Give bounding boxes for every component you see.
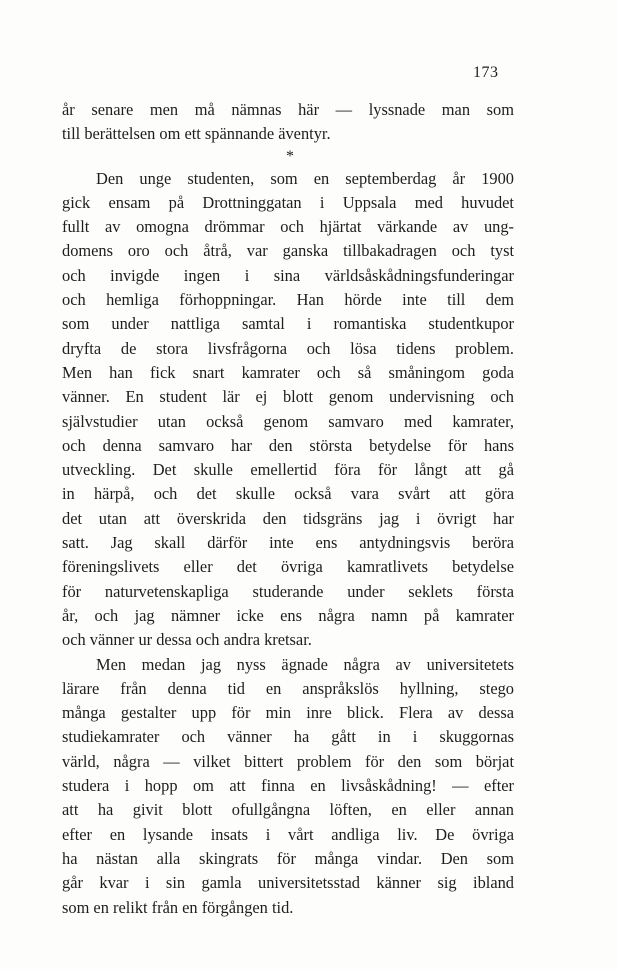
page-number: 173 <box>473 64 499 81</box>
text-line: föreningslivets eller det övriga kamratlivets betydelse <box>62 557 514 577</box>
text-line: Men medan jag nyss ägnade några av universitetets <box>96 654 514 674</box>
text-line: självstudier utan också genom samvaro med kamrater, <box>62 411 514 431</box>
text-line: dryfta de stora livsfrågorna och lösa tidens problem. <box>62 338 514 358</box>
section-separator-asterisk: * <box>286 147 294 165</box>
text-line: många gestalter upp för min inre blick. Flera av dessa <box>62 703 514 723</box>
text-line: och invigde ingen i sina världsåskådningsfunderingar <box>62 265 514 285</box>
text-line: gick ensam på Drottninggatan i Uppsala med huvudet <box>62 192 514 212</box>
page-body <box>62 98 514 920</box>
text-line: för naturvetenskapliga studerande under seklets första <box>62 581 514 601</box>
text-line: studera i hopp om att finna en livsåskådning! — efter <box>62 776 514 796</box>
paragraph-continuation <box>62 98 514 147</box>
text-line: domens oro och åtrå, var ganska tillbakadragen och tyst <box>62 241 514 261</box>
text-line: värld, några — vilket bittert problem för den som börjat <box>62 751 514 771</box>
text-line: år, och jag nämner icke ens några namn på kamrater <box>62 605 514 625</box>
text-line: lärare från denna tid en anspråkslös hyllning, stego <box>62 678 514 698</box>
text-line: in härpå, och det skulle också vara svårt att göra <box>62 484 514 504</box>
text-line: till berättelsen om ett spännande äventyr. <box>62 124 331 144</box>
text-line: Den unge studenten, som en septemberdag år 1900 <box>96 168 514 188</box>
text-line: ha nästan alla skingrats för många vindar. Den som <box>62 848 514 868</box>
text-line: som under nattliga samtal i romantiska studentkupor <box>62 314 514 334</box>
text-line: utveckling. Det skulle emellertid föra för långt att gå <box>62 460 514 480</box>
text-line: och hemliga förhoppningar. Han hörde inte till dem <box>62 290 514 310</box>
text-line: att ha givit blott ofullgångna löften, en eller annan <box>62 800 514 820</box>
text-line: fullt av omogna drömmar och hjärtat värkande av ung- <box>62 217 514 237</box>
text-line: det utan att överskrida den tidsgräns jag i övrigt har <box>62 508 514 528</box>
paragraph <box>62 167 514 653</box>
text-line: går kvar i sin gamla universitetsstad känner sig ibland <box>62 873 514 893</box>
text-line: och vänner ur dessa och andra kretsar. <box>62 630 312 650</box>
text-line: vänner. En student lär ej blott genom undervisning och <box>62 387 514 407</box>
text-line: år senare men må nämnas här — lyssnade man som <box>62 100 514 119</box>
text-line: som en relikt från en förgången tid. <box>62 897 294 917</box>
text-line: och denna samvaro har den största betydelse för hans <box>62 435 514 455</box>
text-line: efter en lysande insats i vårt andliga liv. De övriga <box>62 824 514 844</box>
text-line: satt. Jag skall därför inte ens antydningsvis beröra <box>62 533 514 553</box>
text-line: studiekamrater och vänner ha gått in i skuggornas <box>62 727 514 747</box>
text-line: Men han fick snart kamrater och så småningom goda <box>62 362 514 382</box>
paragraph <box>62 653 514 920</box>
